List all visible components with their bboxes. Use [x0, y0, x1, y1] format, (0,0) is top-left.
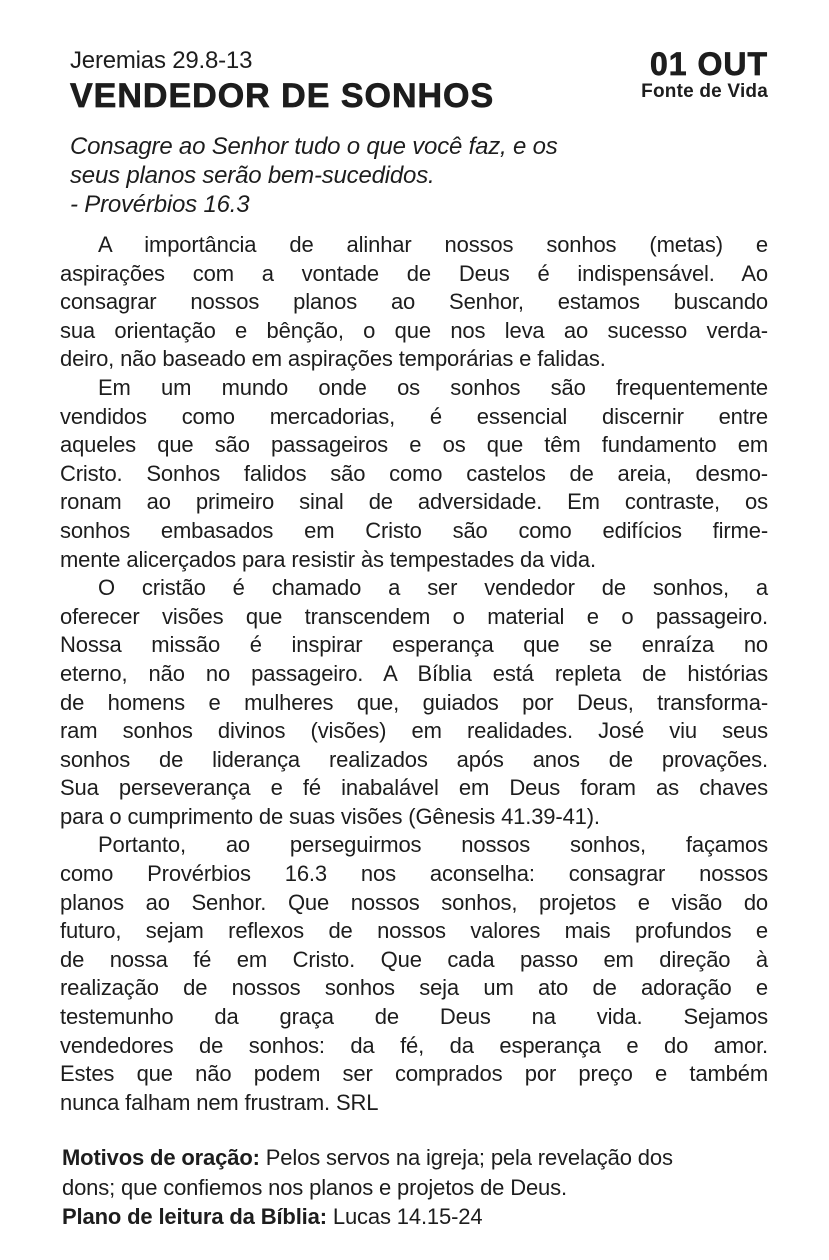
- body-line: O cristão é chamado a ser vendedor de sonhos, a: [98, 575, 768, 601]
- date-label: 01 OUT: [649, 46, 768, 82]
- body-line: sua orientação e bênção, o que nos leva ao sucesso verda-: [60, 317, 768, 343]
- body-line: consagrar nossos planos ao Senhor, estamos buscando: [60, 289, 768, 315]
- body-line: Portanto, ao perseguirmos nossos sonhos, façamos: [98, 832, 768, 858]
- body-line: de nossa fé em Cristo. Que cada passo em direção à: [60, 946, 768, 972]
- body-line: para o cumprimento de suas visões (Gênesis 41.39-41).: [60, 803, 600, 829]
- reading-plan: [60, 1202, 770, 1232]
- body-line: ronam ao primeiro sinal de adversidade. Em contraste, os: [60, 489, 768, 515]
- page-header: [60, 46, 768, 116]
- body-line: aspirações com a vontade de Deus é indispensável. Ao: [60, 260, 768, 286]
- body-line: Em um mundo onde os sonhos são frequentemente: [98, 374, 768, 400]
- prayer-motives-text-line2: dons; que confiemos nos planos e projetos de Deus.: [62, 1174, 567, 1200]
- body-line: futuro, sejam reflexos de nossos valores mais profundos e: [60, 918, 768, 944]
- body-line: sonhos embasados em Cristo são como edifícios firme-: [60, 517, 768, 543]
- body-line: Estes que não podem ser comprados por preço e também: [60, 1061, 768, 1087]
- body-line: Nossa missão é inspirar esperança que se enraíza no: [60, 632, 768, 658]
- body-line: deiro, não baseado em aspirações temporárias e falidas.: [60, 346, 606, 372]
- body-line: ram sonhos divinos (visões) em realidades. José viu seus: [60, 718, 768, 744]
- body-line: A importância de alinhar nossos sonhos (metas) e: [98, 232, 768, 257]
- body-line: testemunho da graça de Deus na vida. Sejamos: [60, 1004, 768, 1030]
- body-line: realização de nossos sonhos seja um ato de adoração e: [60, 975, 768, 1001]
- reading-plan-label: Plano de leitura da Bíblia:: [62, 1204, 327, 1230]
- body-line: planos ao Senhor. Que nossos sonhos, projetos e visão do: [60, 889, 768, 915]
- page-footer: [60, 1143, 770, 1232]
- body-line: nunca falham nem frustram. SRL: [60, 1089, 379, 1115]
- date-block: [641, 46, 768, 103]
- body-line: oferecer visões que transcendem o material e o passageiro.: [60, 603, 768, 629]
- body-line: sonhos de liderança realizados após anos de provações.: [60, 746, 768, 772]
- reading-plan-text: Lucas 14.15-24: [332, 1204, 483, 1230]
- verse-quote-line: seus planos serão bem-sucedidos.: [70, 162, 435, 189]
- body-line: Sua perseverança e fé inabalável em Deus foram as chaves: [60, 775, 768, 801]
- body-line: de homens e mulheres que, guiados por Deus, transforma-: [60, 689, 768, 715]
- scripture-reference: Jeremias 29.8-13: [70, 47, 253, 74]
- body-line: como Provérbios 16.3 nos aconselha: consagrar nossos: [60, 861, 768, 887]
- body-line: Cristo. Sonhos falidos são como castelos de areia, desmo-: [60, 460, 768, 486]
- prayer-motives-text-line1: Pelos servos na igreja; pela revelação dos: [265, 1145, 673, 1171]
- verse-quote: [70, 132, 768, 219]
- header-left: [70, 46, 494, 116]
- prayer-motives-label: Motivos de oração:: [62, 1145, 260, 1171]
- body-text: [60, 231, 768, 1117]
- page-title: VENDEDOR DE SONHOS: [70, 77, 495, 115]
- prayer-motives: [60, 1143, 770, 1202]
- verse-quote-reference: - Provérbios 16.3: [70, 191, 250, 218]
- body-line: aqueles que são passageiros e os que têm fundamento em: [60, 432, 768, 458]
- edition-label: Fonte de Vida: [641, 81, 768, 102]
- body-line: vendidos como mercadorias, é essencial discernir entre: [60, 403, 768, 429]
- body-line: mente alicerçados para resistir às tempestades da vida.: [60, 546, 596, 572]
- body-line: vendedores de sonhos: da fé, da esperança e do amor.: [60, 1032, 768, 1058]
- verse-quote-line: Consagre ao Senhor tudo o que você faz, e os: [70, 133, 558, 160]
- body-line: eterno, não no passageiro. A Bíblia está repleta de histórias: [60, 660, 768, 686]
